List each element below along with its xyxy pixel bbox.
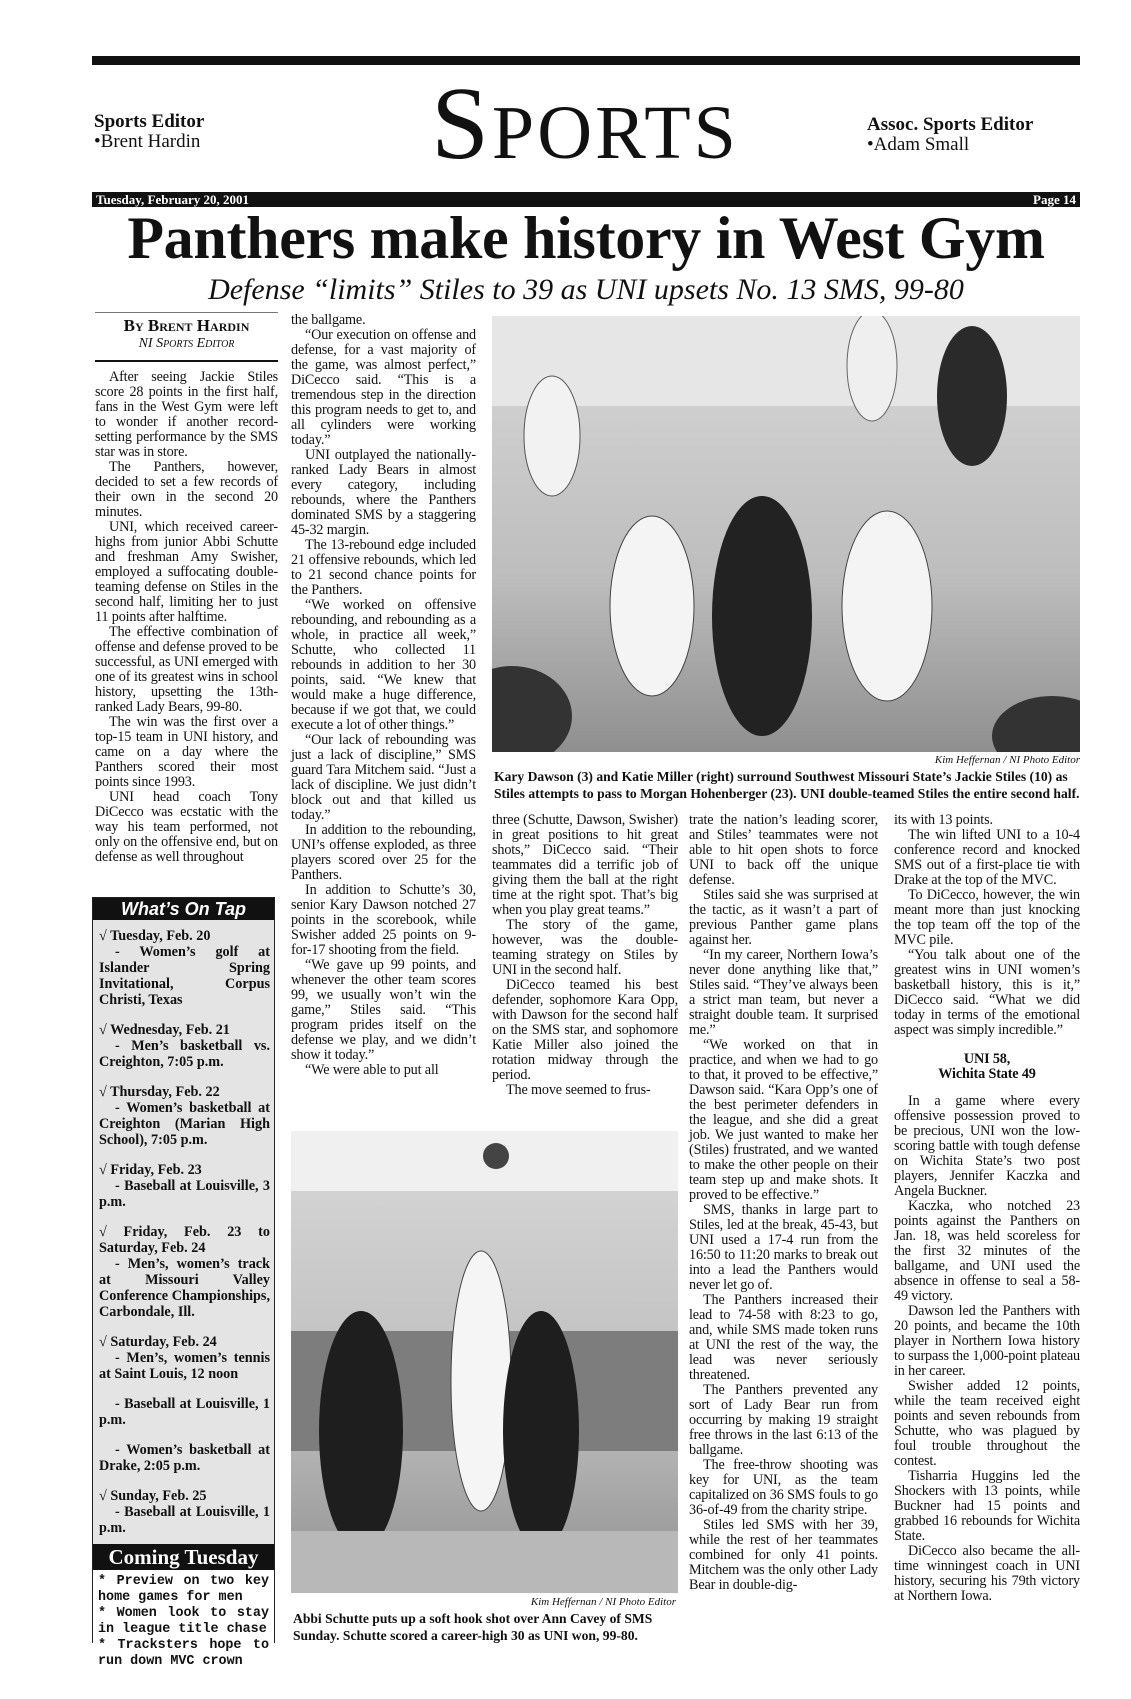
schedule-event: - Women’s basketball at Drake, 2:05 p.m.	[99, 1442, 270, 1474]
article-paragraph: Tisharria Huggins led the Shockers with 13 points, while Buckner had 15 points and grabbed 16 rebounds for Wichita State.	[894, 1468, 1080, 1544]
article-paragraph: “You talk about one of the greatest wins in UNI women’s basketball history, this is it,” DiCecco said. “What we did today in terms of the emotional aspect was simply incredible.”	[894, 947, 1080, 1038]
article-paragraph: Dawson led the Panthers with 20 points, and became the 10th player in Northern Iowa history to surpass the 1,000-point plateau in her career.	[894, 1303, 1081, 1379]
article-paragraph: trate the nation’s leading scorer, and Stiles’ teammates were not able to hit open shots to force UNI to back off the unique defense.	[689, 812, 878, 888]
schedule-event: - Women’s basketball at Creighton (Marian High School), 7:05 p.m.	[99, 1100, 270, 1148]
schedule-event: - Baseball at Louisville, 3 p.m.	[99, 1178, 270, 1210]
article-paragraph: In addition to Schutte’s 30, senior Kary Dawson notched 27 points in the scorebook, while Swisher added 25 points on 9-for-17 shooting from the field.	[291, 882, 476, 958]
section-subhead-wichita	[894, 1052, 1080, 1082]
article-paragraph: The story of the game, however, was the double-teaming strategy on Stiles by UNI in the second half.	[492, 917, 678, 978]
schedule-day: √ Saturday, Feb. 24	[99, 1334, 217, 1350]
photo1-caption: Kary Dawson (3) and Katie Miller (right) surround Southwest Missouri State’s Jackie Stiles (10) as Stiles attempts to pass to Morgan Hohenberger (23). UNI double-teamed Stiles the entire second half.	[494, 769, 1080, 801]
game-photo-schutte-hook-shot	[291, 1131, 678, 1593]
assoc-editor-label: Assoc. Sports Editor	[867, 114, 1034, 135]
article-paragraph: Stiles led SMS with her 39, while the rest of her teammates combined for only 41 points. Mitchem was the only other Lady Bear in double-dig-	[689, 1517, 878, 1593]
article-paragraph: In a game where every offensive possession proved to be precious, UNI won the low-scoring battle with tough defense on Wichita State’s two post players, Jennifer Kaczka and Angela Buckner.	[894, 1093, 1080, 1199]
article-paragraph: Swisher added 12 points, while the team received eight points and seven rebounds from Schutte, who was plagued by foul trouble throughout the contest.	[894, 1378, 1080, 1469]
subhead-score-line-2: Wichita State 49	[938, 1066, 1036, 1082]
article-paragraph: The Panthers prevented any sort of Lady Bear run from occurring by making 19 straight free throws in the last 6:13 of the ballgame.	[689, 1382, 878, 1458]
masthead-initial: S	[431, 66, 492, 181]
schedule-day: √ Tuesday, Feb. 20	[99, 928, 211, 944]
coming-tuesday-item: * Tracksters hope to run down MVC crown	[98, 1638, 269, 1669]
schedule-day: √ Friday, Feb. 23	[99, 1162, 202, 1178]
schedule-event: - Women’s golf at Islander Spring Invitational, Corpus Christi, Texas	[99, 944, 270, 1008]
coming-tuesday-list	[93, 1570, 274, 1674]
article-paragraph: “In my career, Northern Iowa’s never done anything like that,” Stiles said. “They’ve always been a strict man team, but never a straight double team. It surprised me.”	[689, 947, 878, 1038]
article-column-4	[689, 813, 878, 1593]
schedule-day: √ Sunday, Feb. 25	[99, 1488, 207, 1504]
article-paragraph: In addition to the rebounding, UNI’s offense exploded, as three players scored over 25 for the Panthers.	[291, 822, 476, 883]
article-paragraph: The Panthers increased their lead to 74-58 with 8:23 to go, and, while SMS made token runs at UNI the rest of the way, the lead was never seriously threatened.	[689, 1292, 878, 1383]
page-number: Page 14	[1033, 192, 1076, 207]
assoc-editor-name: •Adam Small	[867, 134, 970, 155]
article-paragraph: The 13-rebound edge included 21 offensive rebounds, which led to 21 second chance points for the Panthers.	[291, 537, 476, 598]
column-5-top	[894, 813, 1080, 1038]
issue-date: Tuesday, February 20, 2001	[96, 192, 250, 207]
article-paragraph: The effective combination of offense and defense proved to be successful, as UNI emerged with one of its greatest wins in school history, upsetting the 13th-ranked Lady Bears, 99-80.	[95, 624, 278, 715]
article-paragraph: Kaczka, who notched 23 points against the Panthers on Jan. 18, was held scoreless for the first 32 minutes of the ballgame, and UNI used the absence in offense to seal a 58-49 victory.	[894, 1198, 1080, 1304]
schedule-event: - Baseball at Louisville, 1 p.m.	[99, 1396, 270, 1428]
schedule-list	[93, 920, 274, 1536]
article-column-3	[492, 813, 678, 1098]
schedule-day: √ Wednesday, Feb. 21	[99, 1022, 230, 1038]
article-paragraph: “We were able to put all	[305, 1062, 439, 1078]
sports-editor-credit	[94, 112, 204, 152]
headline: Panthers make history in West Gym	[127, 205, 1045, 271]
coming-tuesday-title: Coming Tuesday	[93, 1544, 274, 1570]
whats-on-tap-title: What’s On Tap	[93, 898, 274, 920]
byline-title: NI Sports Editor	[138, 336, 235, 351]
article-column-5	[894, 813, 1080, 1604]
schedule-day: √ Thursday, Feb. 22	[99, 1084, 220, 1100]
article-paragraph: its with 13 points.	[894, 812, 993, 828]
schedule-event: - Men’s basketball vs. Creighton, 7:05 p.m.	[99, 1038, 270, 1070]
article-paragraph: The win lifted UNI to a 10-4 conference record and knocked SMS out of a first-place tie with Drake at the top of the MVC.	[894, 827, 1080, 888]
column-5-bottom	[894, 1094, 1080, 1604]
byline	[95, 316, 278, 362]
schedule-event: - Men’s, women’s track at Missouri Valley Conference Championships, Carbondale, Ill.	[99, 1256, 270, 1320]
masthead-rest: PORTS	[491, 91, 739, 175]
article-paragraph: DiCecco also became the all-time winningest coach in UNI history, securing his 79th victory at Northern Iowa.	[894, 1543, 1080, 1604]
article-column-2	[291, 313, 476, 1078]
top-rule	[92, 56, 1080, 65]
article-paragraph: “We gave up 99 points, and whenever the other team scores 99, we usually won’t win the game,” Stiles said. “This program prides itself on the defense we play, and we didn’t show it today.”	[291, 957, 476, 1063]
photo2-credit: Kim Heffernan / NI Photo Editor	[530, 1596, 676, 1608]
schedule-day: √ Friday, Feb. 23 to Saturday, Feb. 24	[99, 1224, 270, 1256]
section-masthead	[400, 66, 770, 183]
article-paragraph: “We worked on that in practice, and when we had to go to that, it proved to be effective,” Dawson said. “Kara Opp’s one of the best perimeter defenders in the league, and she did a great job. We just wanted to make her (Stiles) frustrated, and we wanted to make the other people on their team step up and make shots. It proved to be effective.”	[689, 1037, 878, 1203]
article-paragraph: After seeing Jackie Stiles score 28 points in the first half, fans in the West Gym were left to wonder if another record-setting performance by the SMS star was in store.	[95, 369, 278, 460]
sports-editor-label: Sports Editor	[94, 111, 205, 132]
photo-players-illustration	[492, 316, 1080, 752]
article-paragraph: The move seemed to frus-	[506, 1082, 651, 1098]
article-paragraph: “We worked on offensive rebounding, and rebounding as a whole, in practice all week,” Schutte, who collected 11 rebounds in addition to her 30 points, said. “We knew that would make a huge difference, because if we got that, we could execute a lot of other things.”	[291, 597, 476, 733]
schedule-event: - Baseball at Louisville, 1 p.m.	[99, 1504, 270, 1536]
assoc-editor-credit	[867, 115, 1033, 155]
article-paragraph: UNI, which received career-highs from junior Abbi Schutte and freshman Amy Swisher, employed a suffocating double-teaming defense on Stiles in the second half, limiting her to just 11 points after halftime.	[95, 519, 278, 625]
game-photo-stiles-double-team	[492, 316, 1080, 752]
photo-players-illustration-2	[291, 1131, 678, 1593]
article-paragraph: The free-throw shooting was key for UNI, as the team capitalized on 36 SMS fouls to go 36-of-49 from the charity stripe.	[689, 1457, 878, 1518]
byline-author: By Brent Hardin	[123, 316, 250, 335]
whats-on-tap-box	[92, 897, 275, 1669]
photo2-caption: Abbi Schutte puts up a soft hook shot over Ann Cavey of SMS Sunday. Schutte scored a career-high 30 as UNI won, 99-80.	[293, 1611, 653, 1643]
sports-editor-name: •Brent Hardin	[94, 131, 201, 152]
subhead-score-line-1: UNI 58,	[963, 1051, 1011, 1067]
article-paragraph: UNI head coach Tony DiCecco was ecstatic with the way his team performed, not only on the offensive end, but on defense as well throughout	[95, 789, 278, 865]
article-paragraph: UNI outplayed the nationally-ranked Lady Bears in almost every category, including rebounds, where the Panthers dominated SMS by a staggering 45-32 margin.	[291, 447, 476, 538]
byline-rule	[95, 312, 278, 313]
article-paragraph: “Our execution on offense and defense, for a vast majority of the game, was almost perfect,” DiCecco said. “This is a tremendous step in the direction this program needs to get to, and all cylinders were working today.”	[291, 327, 476, 448]
coming-tuesday-item: * Women look to stay in league title chase	[98, 1606, 269, 1637]
article-paragraph: The Panthers, however, decided to set a few records of their own in the second 20 minutes.	[95, 459, 278, 520]
article-paragraph: Stiles said she was surprised at the tactic, as it wasn’t a part of previous Panther game plans against her.	[689, 887, 878, 948]
article-paragraph: To DiCecco, however, the win meant more than just knocking the top team off the top of the MVC pile.	[894, 887, 1080, 948]
article-paragraph: DiCecco teamed his best defender, sophomore Kara Opp, with Dawson for the second half on the SMS star, and sophomore Katie Miller also joined the rotation midway through the period.	[492, 977, 678, 1083]
schedule-event: - Men’s, women’s tennis at Saint Louis, 12 noon	[99, 1350, 270, 1382]
article-paragraph: three (Schutte, Dawson, Swisher) in great positions to hit great shots,” DiCecco said. “Their teammates did a terrific job of giving them the ball at the right time at the right spot. That’s big when you play great teams.”	[492, 812, 678, 918]
article-paragraph: “Our lack of rebounding was just a lack of discipline,” SMS guard Tara Mitchem said. “Just a lack of discipline. We just didn’t block out and that killed us today.”	[291, 732, 476, 823]
article-paragraph: The win was the first over a top-15 team in UNI history, and came on a day where the Panthers scored their most points since 1993.	[95, 714, 278, 790]
subheadline: Defense “limits” Stiles to 39 as UNI upsets No. 13 SMS, 99-80	[208, 273, 964, 306]
article-paragraph: SMS, thanks in large part to Stiles, led at the break, 45-43, but UNI used a 17-4 run from the 16:50 to 11:20 marks to break out into a lead the Panthers would never let go of.	[689, 1202, 878, 1293]
article-column-1	[95, 370, 278, 865]
coming-tuesday-item: * Preview on two key home games for men	[98, 1574, 269, 1605]
photo1-credit: Kim Heffernan / NI Photo Editor	[934, 754, 1080, 766]
article-paragraph: the ballgame.	[291, 312, 366, 328]
